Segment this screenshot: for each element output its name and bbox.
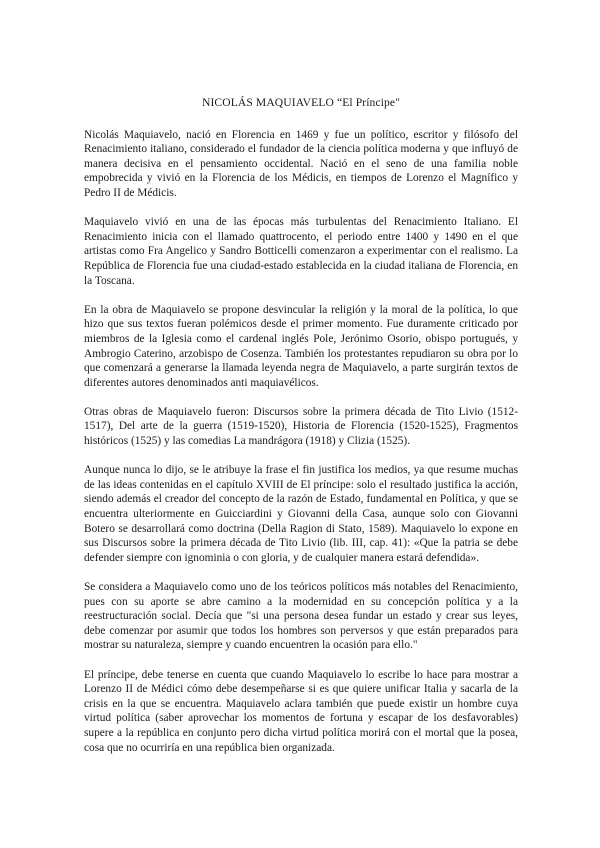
paragraph-political-theorist: Se considera a Maquiavelo como uno de los teóricos políticos más notables del Renacimiento, pues con su aporte se abre camino a la modernidad en su concepción política y a la reestructuración social. Decía que "si una persona desea fundar un estado y crear sus leyes, debe comenzar por asumir que todos los hombres son perversos y que están preparados para mostrar su naturaleza, siempre y cuando encuentren la ocasión para ello."	[84, 581, 518, 652]
title-work: “El Príncipe"	[336, 96, 401, 109]
paragraph-the-prince: El príncipe, debe tenerse en cuenta que cuando Maquiavelo lo escribe lo hace para mostrar a Lorenzo II de Médici cómo debe desempeñarse si es que quiere unificar Italia y sacarla de la crisis en la que se encuentra. Maquiavelo aclara también que puede existir un hombre cuya virtud política (saber aprovechar los momentos de fortuna y escapar de los desfavorables) supere a la república en conjunto pero dicha virtud política morirá con el mortal que la posea, cosa que no ocurriría en una república bien organizada.	[84, 668, 518, 754]
document-title	[84, 96, 518, 111]
paragraph-ends-justify-means: Aunque nunca lo dijo, se le atribuye la frase el fin justifica los medios, ya que resume muchas de las ideas contenidas en el capítulo XVIII de El príncipe: solo el resultado justifica la acción, siendo además el creador del concepto de la razón de Estado, fundamental en Política, y que se encuentra ulteriormente en Guicciardini y Giovanni della Casa, aunque solo con Giovanni Botero se desarrollará como doctrina (Della Ragion di Stato, 1589). Maquiavelo lo expone en sus Discursos sobre la primera década de Tito Livio (lib. III, cap. 41): «Que la patria se debe defender siempre con ignominia o con gloria, y de cualquier manera estará defendida».	[84, 464, 518, 564]
paragraph-renaissance-context: Maquiavelo vivió en una de las épocas más turbulentas del Renacimiento Italiano. El Renacimiento inicia con el llamado quattrocento, el periodo entre 1400 y 1490 en el que artistas como Fra Angelico y Sandro Botticelli comenzaron a experimentar con el realismo. La República de Florencia fue una ciudad-estado establecida en la ciudad italiana de Florencia, en la Toscana.	[84, 216, 518, 287]
document-page	[84, 96, 518, 770]
paragraph-other-works: Otras obras de Maquiavelo fueron: Discursos sobre la primera década de Tito Livio (1512-1517), Del arte de la guerra (1519-1520), Historia de Florencia (1520-1525), Fragmentos históricos (1525) y las comedias La mandrágora (1918) y Clizia (1525).	[84, 405, 518, 448]
title-author: NICOLÁS MAQUIAVELO	[201, 96, 334, 109]
paragraph-biography: Nicolás Maquiavelo, nació en Florencia en 1469 y fue un político, escritor y filósofo del Renacimiento italiano, considerado el fundador de la ciencia política moderna y que influyó de manera decisiva en el pensamiento occidental. Nació en el seno de una familia noble empobrecida y vivió en la Florencia de los Médicis, en tiempos de Lorenzo el Magnífico y Pedro II de Médicis.	[84, 128, 518, 199]
paragraph-religion-morality: En la obra de Maquiavelo se propone desvincular la religión y la moral de la política, lo que hizo que sus textos fueran polémicos desde el primer momento. Fue duramente criticado por miembros de la Iglesia como el cardenal inglés Pole, Jerónimo Osorio, obispo portugués, y Ambrogio Caterino, arzobispo de Cosenza. También los protestantes repudiaron su obra por lo que comenzará a generarse la llamada leyenda negra de Maquiavelo, a parte surgirán textos de diferentes autores denominados anti maquiavélicos.	[84, 303, 518, 389]
